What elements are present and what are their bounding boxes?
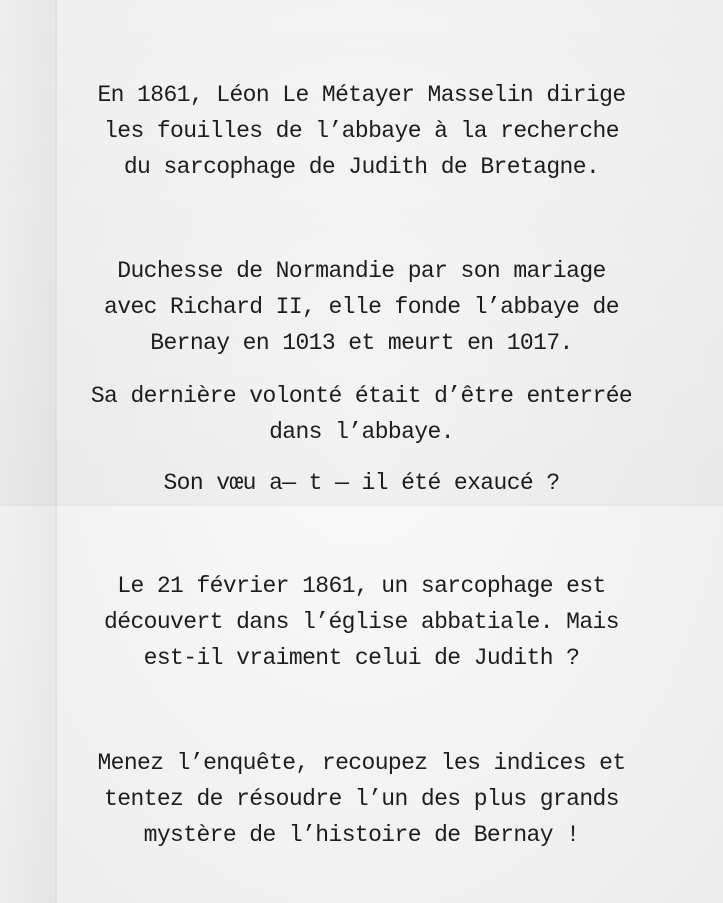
text-line: En 1861, Léon Le Métayer Masselin dirige: [97, 82, 626, 108]
text-line: Sa dernière volonté était d’être enterrée: [90, 383, 633, 409]
text-line: Le 21 février 1861, un sarcophage est: [117, 573, 606, 599]
paragraph-duchess: [0, 253, 723, 361]
text-line: est-il vraiment celui de Judith ?: [143, 645, 580, 671]
paragraph-question: [0, 465, 723, 501]
text-line: mystère de l’histoire de Bernay !: [143, 822, 580, 848]
text-line: Menez l’enquête, recoupez les indices et: [97, 750, 626, 776]
paper-fold-horizontal: [0, 504, 723, 506]
text-line: Bernay en 1013 et meurt en 1017.: [150, 330, 573, 356]
text-line: avec Richard II, elle fonde l’abbaye de: [104, 294, 619, 320]
text-line: découvert dans l’église abbatiale. Mais: [104, 609, 619, 635]
paragraph-excavation-1861: [0, 77, 723, 185]
text-line: Son vœu a— t — il été exaucé ?: [163, 470, 560, 496]
text-line: dans l’abbaye.: [269, 419, 454, 445]
text-line: tentez de résoudre l’un des plus grands: [104, 786, 619, 812]
paragraph-call-to-action: [0, 745, 723, 853]
text-line: du sarcophage de Judith de Bretagne.: [123, 154, 600, 180]
paragraph-last-wish: [0, 378, 723, 450]
text-line: les fouilles de l’abbaye à la recherche: [104, 118, 619, 144]
text-line: Duchesse de Normandie par son mariage: [117, 258, 606, 284]
paragraph-discovery: [0, 568, 723, 676]
